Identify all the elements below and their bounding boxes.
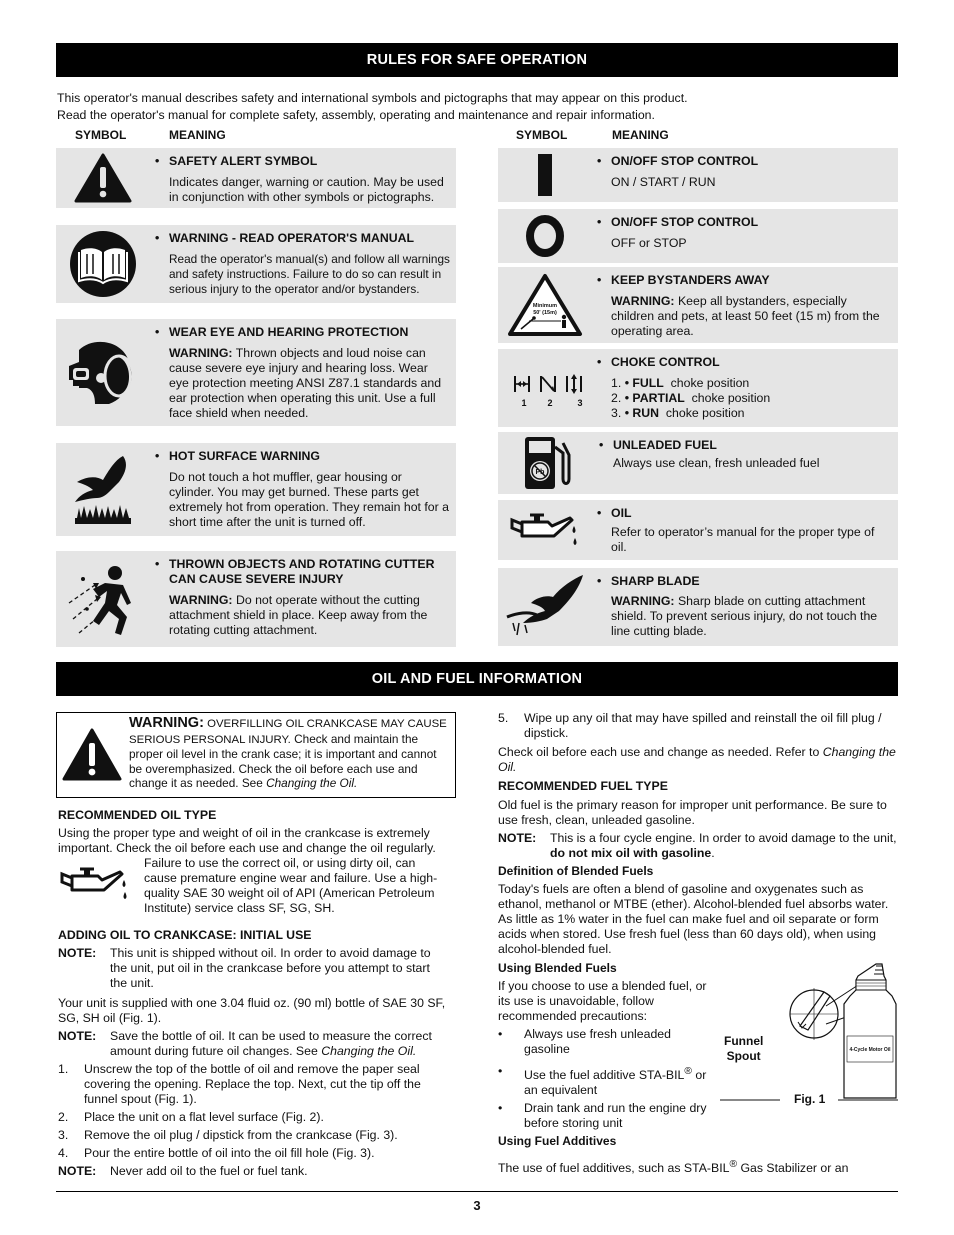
choke-desc: choke position	[684, 391, 771, 405]
step-item	[58, 1110, 450, 1125]
step-item	[58, 1128, 450, 1143]
item-body-text: Thrown objects and loud noise can cause severe eye injury and hearing loss. Wear eye protection meeting ANSI Z87.1 standards and ear protection when operating this unit. Use a full face shield when needed.	[169, 346, 442, 420]
item-body	[611, 594, 892, 639]
item-body-text: Do not operate without the cutting attachment shield in place. Keep away from the rotating cutting attachment.	[169, 593, 428, 637]
note-label: NOTE:	[498, 831, 537, 845]
thrown-objects-icon	[56, 551, 156, 647]
page-number: 3	[473, 1198, 481, 1213]
symbol-box-safety-alert	[56, 148, 456, 208]
supply-text: Your unit is supplied with one 3.04 fluid oz. (90 ml) bottle of SAE 30 SF, SG, SH oil (Fig. 1).	[58, 996, 446, 1025]
item-body: Indicates danger, warning or caution. May be used in conjunction with other symbols or pictographs.	[169, 175, 444, 204]
warning-label: WARNING:	[611, 594, 675, 608]
choke-setting: • FULL	[624, 376, 664, 390]
warning-body: Check and maintain the proper oil level in the crank case; it is important and cannot be overemphasized. Check the oil before each use and change it as needed. See	[129, 731, 437, 790]
fuel-additives-p	[498, 1157, 898, 1176]
precaution-text: Use the fuel additive STA-BIL	[524, 1068, 685, 1083]
choke-label-1: 1	[521, 398, 527, 408]
choke-label-3: 3	[577, 398, 583, 408]
item-body: OFF or STOP	[611, 236, 687, 250]
item-title: • THROWN OBJECTS AND ROTATING CUTTER CAN CAUSE SEVERE INJURY	[169, 557, 450, 587]
precaution-text: Always use fresh unleaded gasoline	[524, 1027, 671, 1056]
item-title: • KEEP BYSTANDERS AWAY	[611, 273, 892, 288]
choke-line	[611, 391, 892, 406]
note-four-cycle	[498, 831, 898, 861]
unleaded-fuel-icon	[498, 432, 592, 494]
choke-setting: • RUN	[624, 406, 660, 420]
warning-label: WARNING:	[129, 715, 204, 731]
oil-type-p2: Failure to use the correct oil, or using dirty oil, can cause premature engine wear and failure. Use a high-quality SAE 30 weight oil of API (American Petroleum Institute) service class SF, SG, SH.	[144, 856, 438, 915]
oil-type-p1: Using the proper type and weight of oil in the crankcase is extremely important. Check the oil before each use and change the oil regularly.	[58, 826, 436, 855]
using-blended-heading: Using Blended Fuels	[498, 961, 617, 975]
left-column	[58, 808, 450, 1179]
keep-bystanders-away-icon	[498, 267, 592, 343]
symbol-box-on	[498, 148, 898, 202]
note-never-add-oil	[58, 1164, 450, 1179]
footer-rule	[56, 1191, 898, 1192]
oil-can-icon	[58, 862, 132, 908]
warning-label: WARNING:	[169, 346, 233, 360]
fuel-type-heading: RECOMMENDED FUEL TYPE	[498, 779, 668, 793]
warning-label: WARNING:	[611, 294, 675, 308]
step-item	[58, 1062, 450, 1107]
choke-label-2: 2	[547, 398, 553, 408]
precautions-list	[498, 1027, 716, 1131]
symbol-box-eye-hearing	[56, 319, 456, 426]
warning-caps: OVERFILLING OIL CRANKCASE MAY CAUSE SERIOUS PERSONAL INJURY.	[129, 718, 447, 746]
warning-text	[129, 716, 452, 791]
choke-line	[611, 406, 892, 421]
warning-label: WARNING:	[169, 593, 233, 607]
oil-can-icon	[498, 500, 592, 560]
eye-hearing-protection-icon	[56, 319, 150, 426]
funnel-label: Funnel	[724, 1034, 764, 1048]
on-symbol-icon	[498, 148, 592, 202]
intro-line-2: Read the operator's manual for complete safety, assembly, operating and maintenance and repair information.	[57, 108, 655, 122]
item-body	[611, 294, 892, 339]
sign-text-minimum: Minimum	[532, 303, 558, 309]
item-title: • SAFETY ALERT SYMBOL	[169, 154, 450, 169]
choke-desc: choke position	[663, 376, 750, 390]
symbol-box-hot-surface	[56, 443, 456, 536]
adding-oil-heading: ADDING OIL TO CRANKCASE: INITIAL USE	[58, 928, 312, 942]
step-num: 3.	[58, 1128, 69, 1142]
step-text: Place the unit on a flat level surface (Fig. 2).	[84, 1110, 324, 1124]
svg-text:Pb: Pb	[535, 469, 545, 476]
item-body	[169, 346, 450, 421]
symbol-box-sharp-blade	[498, 568, 898, 646]
step-num: 4.	[58, 1146, 69, 1160]
section-title-safe-operation: RULES FOR SAFE OPERATION	[56, 43, 898, 77]
additives-text-end: Gas Stabilizer or an	[737, 1161, 849, 1176]
section-title-oil-fuel: OIL AND FUEL INFORMATION	[56, 662, 898, 696]
symbol-box-unleaded-fuel	[498, 432, 898, 494]
step-text: Unscrew the top of the bottle of oil and remove the paper seal covering the opening. Replace the top. Next, cut the tip off the funnel spout (Fig. 1).	[84, 1062, 421, 1106]
step-item-5	[498, 711, 898, 741]
choke-num: 2.	[611, 391, 622, 405]
choke-num: 3.	[611, 406, 622, 420]
intro-line-1: This operator's manual describes safety and international symbols and pictographs that may appear on this product.	[57, 91, 688, 105]
precaution-item: • Use the fuel additive STA-BIL® or an equivalent	[498, 1064, 707, 1098]
choke-line	[611, 376, 892, 391]
off-symbol-icon	[498, 209, 592, 263]
item-title: • HOT SURFACE WARNING	[169, 449, 450, 464]
precaution-text-end: or an equivalent	[524, 1068, 707, 1098]
note-body: Never add oil to the fuel or fuel tank.	[110, 1164, 308, 1178]
read-manual-icon	[56, 225, 150, 303]
blended-heading: Definition of Blended Fuels	[498, 864, 654, 878]
col-symbol-right: SYMBOL	[516, 128, 568, 142]
item-body: Do not touch a hot muffler, gear housing or cylinder. You may get burned. These parts get extremely hot from operation. They remain hot for a short time after the unit is turned off.	[169, 470, 450, 529]
item-title: • WARNING - READ OPERATOR'S MANUAL	[169, 231, 450, 246]
figure-1	[716, 962, 898, 1110]
oil-type-heading: RECOMMENDED OIL TYPE	[58, 808, 217, 822]
step-text: Pour the entire bottle of oil into the oil fill hole (Fig. 3).	[84, 1146, 375, 1160]
overfill-warning-box	[56, 712, 456, 798]
note-save-bottle	[58, 1029, 450, 1059]
item-body	[169, 593, 450, 638]
item-body-text: Sharp blade on cutting attachment shield. To prevent serious injury, do not touch the line cutting blade.	[611, 594, 878, 638]
choke-setting: • PARTIAL	[624, 391, 685, 405]
oil-type-p2-wrap	[58, 856, 450, 916]
safety-alert-icon	[56, 148, 150, 208]
item-body: Always use clean, fresh unleaded fuel	[613, 456, 820, 470]
step-item	[58, 1146, 450, 1161]
intro-text	[57, 90, 897, 124]
warning-ref: Changing the Oil.	[266, 776, 358, 790]
note-shipped-without-oil	[58, 946, 450, 991]
choke-desc: choke position	[659, 406, 745, 420]
item-title: • WEAR EYE AND HEARING PROTECTION	[169, 325, 450, 340]
registered-mark: ®	[684, 1066, 692, 1077]
steps-list	[58, 1062, 450, 1161]
item-body-text: Keep all bystanders, especially children and pets, at least 50 feet (15 m) from the operating area.	[611, 294, 880, 338]
col-meaning-left: MEANING	[169, 128, 226, 142]
symbol-box-off	[498, 209, 898, 263]
item-title: • OIL	[611, 506, 892, 521]
bottle-label: 4-Cycle Motor Oil	[849, 1047, 891, 1053]
symbol-box-choke	[498, 349, 898, 427]
blended-p: Today's fuels are often a blend of gasoline and oxygenates such as ethanol, methanol or MTBE (ether). Alcohol-blended fuel absorbs water. As little as 1% water in the fuel can make fuel and oil separate or form acids when stored. Use fresh fuel (less than 60 days old), when using alcohol-blended fuel.	[498, 882, 889, 956]
col-meaning-right: MEANING	[612, 128, 669, 142]
sign-text-distance: 50' (15m)	[533, 310, 557, 316]
note-label: NOTE:	[58, 1029, 97, 1043]
note-label: NOTE:	[58, 946, 97, 960]
precaution-item: • Always use fresh unleaded gasoline	[498, 1027, 716, 1057]
registered-mark: ®	[729, 1159, 738, 1171]
note-ref: Changing the Oil.	[321, 1044, 417, 1058]
spout-label: Spout	[726, 1049, 761, 1063]
using-blended-p: If you choose to use a blended fuel, or its use is unavoidable, follow recommended precautions:	[498, 979, 707, 1023]
note-end: .	[711, 846, 715, 860]
additives-text: The use of fuel additives, such as STA-BIL	[498, 1161, 730, 1176]
funnel-spout-label	[724, 1034, 763, 1064]
item-title: • ON/OFF STOP CONTROL	[611, 154, 892, 169]
check-text: Check oil before each use and change as needed. Refer to	[498, 745, 823, 759]
step-text: Remove the oil plug / dipstick from the crankcase (Fig. 3).	[84, 1128, 398, 1142]
item-title: • SHARP BLADE	[611, 574, 892, 589]
item-body: Refer to operator’s manual for the proper type of oil.	[611, 525, 875, 554]
figure-caption: Fig. 1	[794, 1092, 826, 1106]
fuel-type-p: Old fuel is the primary reason for improper unit performance. Be sure to use fresh, clean, unleaded gasoline.	[498, 798, 887, 827]
choke-control-icon	[498, 349, 592, 427]
step-num: 2.	[58, 1110, 69, 1124]
precaution-text: Drain tank and run the engine dry before storing unit	[524, 1101, 707, 1131]
symbol-box-read-manual	[56, 225, 456, 303]
step-text: Wipe up any oil that may have spilled and reinstall the oil fill plug / dipstick.	[524, 711, 882, 740]
note-bold: do not mix oil with gasoline	[550, 846, 712, 860]
item-body: ON / START / RUN	[611, 175, 716, 189]
note-body: This is a four cycle engine. In order to avoid damage to the unit,	[550, 831, 897, 845]
check-oil-text	[498, 745, 898, 775]
col-symbol-left: SYMBOL	[75, 128, 127, 142]
item-title: • CHOKE CONTROL	[611, 355, 892, 370]
fuel-additives-heading: Using Fuel Additives	[498, 1134, 617, 1149]
note-label: NOTE:	[58, 1164, 97, 1178]
note-body: Save the bottle of oil. It can be used to measure the correct amount during future oil changes. See	[110, 1029, 432, 1058]
item-title: • UNLEADED FUEL	[613, 438, 892, 453]
item-title: • ON/OFF STOP CONTROL	[611, 215, 892, 230]
step-num: 5.	[498, 711, 509, 725]
sharp-blade-icon	[498, 568, 592, 646]
symbol-box-bystanders	[498, 267, 898, 343]
note-body: This unit is shipped without oil. In order to avoid damage to the unit, put oil in the crankcase before you attempt to start the unit.	[110, 946, 431, 990]
precaution-item: • Drain tank and run the engine dry before storing unit	[498, 1101, 716, 1131]
step-num: 1.	[58, 1062, 69, 1076]
choke-lines	[611, 376, 892, 421]
choke-num: 1.	[611, 376, 622, 390]
safety-alert-icon	[61, 727, 123, 787]
symbol-box-thrown-objects	[56, 551, 456, 647]
check-ref: Changing the Oil.	[498, 745, 896, 774]
hot-surface-icon	[56, 443, 150, 536]
symbol-box-oil	[498, 500, 898, 560]
item-body: Read the operator's manual(s) and follow all warnings and safety instructions. Failure to do so can result in serious injury to the operator and/or bystanders.	[169, 252, 450, 296]
